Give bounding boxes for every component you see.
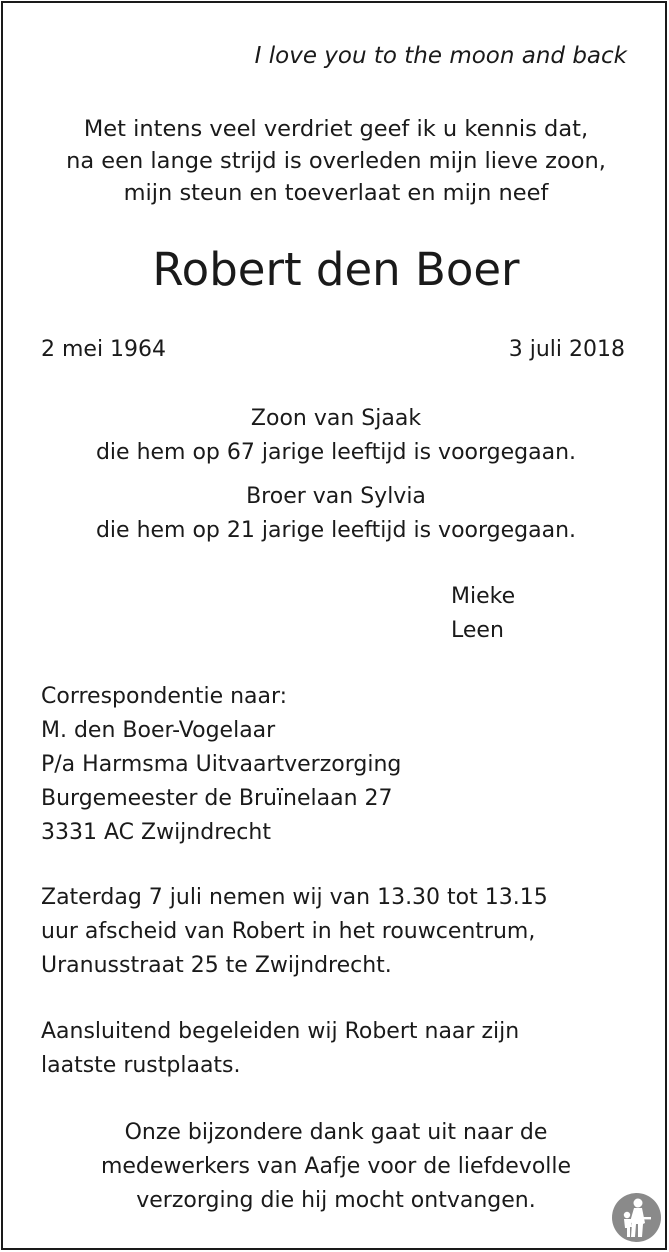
farewell-line: Zaterdag 7 juli nemen wij van 13.30 tot 13.15 bbox=[41, 885, 548, 910]
death-date: 3 juli 2018 bbox=[508, 337, 625, 362]
signer-name: Mieke bbox=[451, 584, 516, 609]
correspondence-line: Correspondentie naar: bbox=[41, 684, 288, 709]
thanks-message bbox=[3, 1116, 669, 1218]
remembrance-father bbox=[3, 402, 669, 470]
obituary-card bbox=[1, 1, 667, 1250]
farewell-notice bbox=[41, 881, 548, 983]
birth-date: 2 mei 1964 bbox=[41, 337, 167, 362]
intro-line: Met intens veel verdriet geef ik u kennis dat, bbox=[83, 116, 589, 142]
remembrance-sister bbox=[3, 480, 669, 548]
farewell-line: Uranusstraat 25 te Zwijndrecht. bbox=[41, 953, 392, 978]
motto: I love you to the moon and back bbox=[254, 43, 627, 69]
correspondence-line: 3331 AC Zwijndrecht bbox=[41, 820, 271, 845]
intro-line: mijn steun en toeverlaat en mijn neef bbox=[123, 180, 549, 206]
thanks-line: medewerkers van Aafje voor de liefdevolle bbox=[100, 1154, 572, 1179]
remembrance-detail: die hem op 67 jarige leeftijd is voorgegaan. bbox=[95, 440, 577, 465]
signers bbox=[451, 580, 515, 648]
remembrance-heading: Zoon van Sjaak bbox=[250, 406, 422, 431]
correspondence-line: P/a Harmsma Uitvaartverzorging bbox=[41, 752, 402, 777]
remembrance-heading: Broer van Sylvia bbox=[246, 484, 426, 509]
caregiver-emblem-icon bbox=[612, 1193, 661, 1242]
intro-text bbox=[3, 113, 669, 209]
correspondence-line: Burgemeester de Bruïnelaan 27 bbox=[41, 786, 393, 811]
thanks-line: verzorging die hij mocht ontvangen. bbox=[136, 1188, 536, 1213]
correspondence-address bbox=[41, 680, 401, 850]
farewell-line: uur afscheid van Robert in het rouwcentrum, bbox=[41, 919, 536, 944]
burial-line: laatste rustplaats. bbox=[41, 1053, 241, 1078]
deceased-name: Robert den Boer bbox=[152, 243, 520, 296]
burial-line: Aansluitend begeleiden wij Robert naar zijn bbox=[41, 1019, 520, 1044]
thanks-line: Onze bijzondere dank gaat uit naar de bbox=[124, 1120, 548, 1145]
signer-name: Leen bbox=[451, 618, 504, 643]
caregiver-figures-icon bbox=[612, 1193, 661, 1242]
correspondence-line: M. den Boer-Vogelaar bbox=[41, 718, 276, 743]
burial-notice bbox=[41, 1015, 519, 1083]
remembrance-detail: die hem op 21 jarige leeftijd is voorgegaan. bbox=[95, 518, 577, 543]
intro-line: na een lange strijd is overleden mijn lieve zoon, bbox=[66, 148, 606, 174]
